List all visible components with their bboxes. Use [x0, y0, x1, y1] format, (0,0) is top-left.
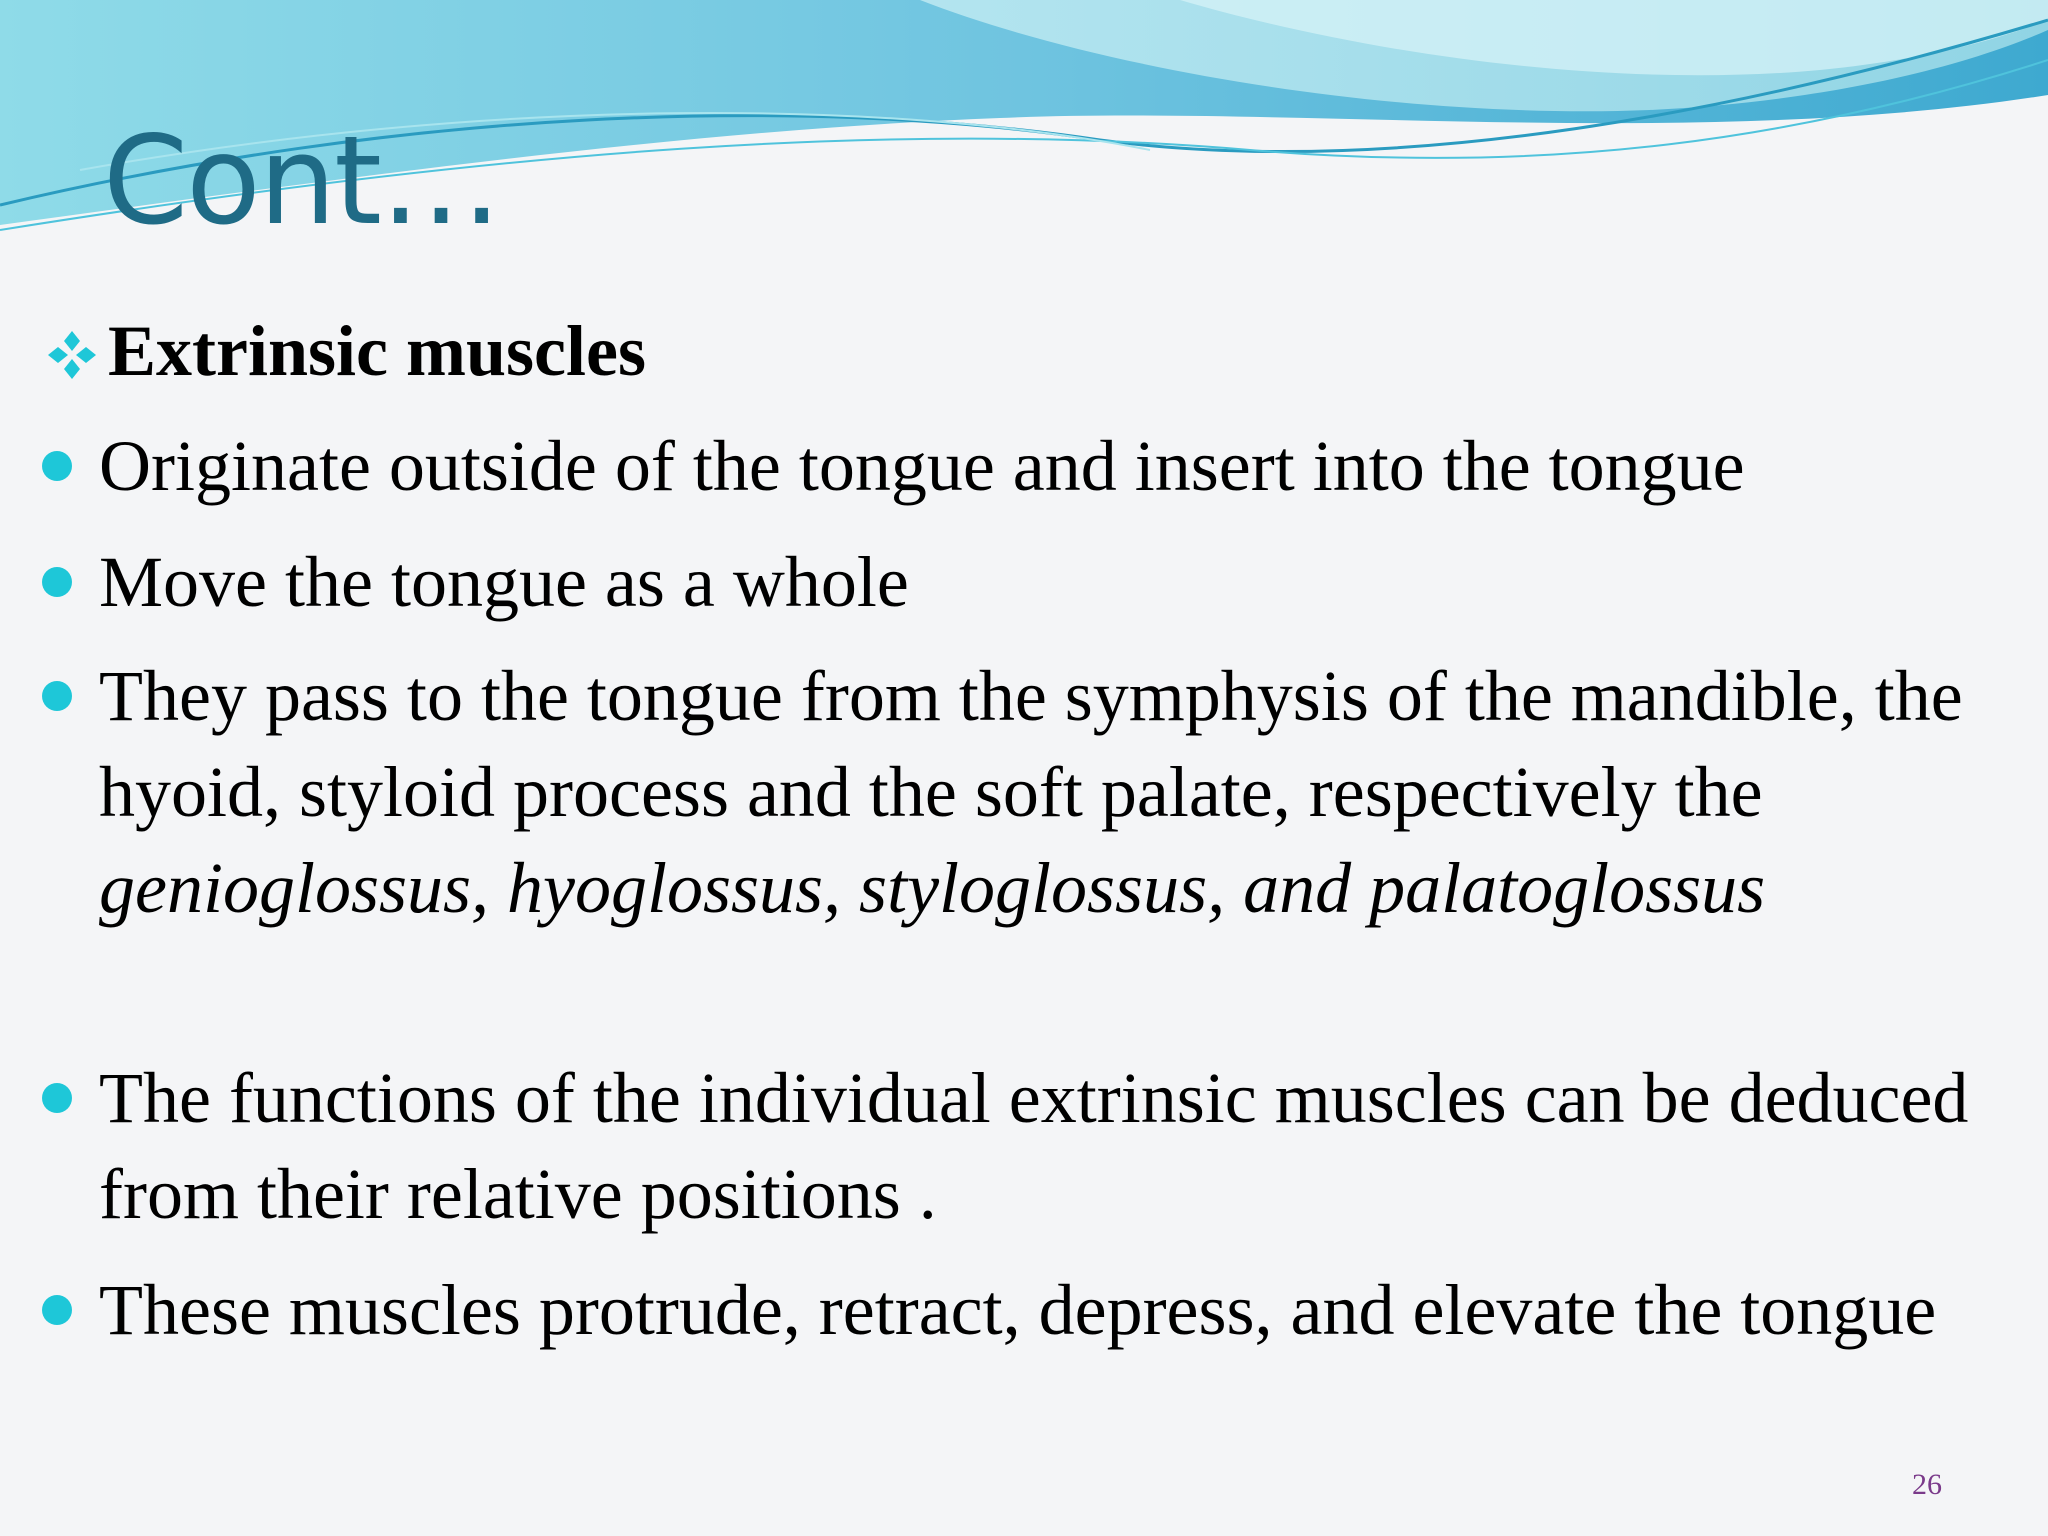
list-item-text: Move the tongue as a whole — [99, 542, 909, 622]
bullet-dot-icon — [42, 451, 72, 481]
diamond-bullet-icon — [44, 327, 100, 383]
bullet-dot-icon — [42, 1083, 72, 1113]
list-item-text: Originate outside of the tongue and insert into the tongue — [99, 426, 1745, 506]
section-heading-text: Extrinsic muscles — [108, 311, 646, 391]
page-number: 26 — [1912, 1468, 1942, 1501]
bullet-dot-icon — [42, 681, 72, 711]
muscle-names-italic: genioglossus, hyoglossus, styloglossus, and palatoglossus — [99, 848, 1766, 928]
slide-title: Cont… — [103, 110, 500, 252]
list-item-text-regular: They pass to the tongue from the symphysis of the mandible, the hyoid, styloid process and the soft palate, respectively the — [99, 656, 1963, 832]
list-item-text: These muscles protrude, retract, depress, and elevate the tongue — [99, 1270, 1937, 1350]
list-item-text — [99, 648, 2048, 936]
bullet-dot-icon — [42, 567, 72, 597]
bullet-dot-icon — [42, 1295, 72, 1325]
list-item-text: The functions of the individual extrinsic muscles can be deduced from their relative positions . — [99, 1058, 1969, 1234]
